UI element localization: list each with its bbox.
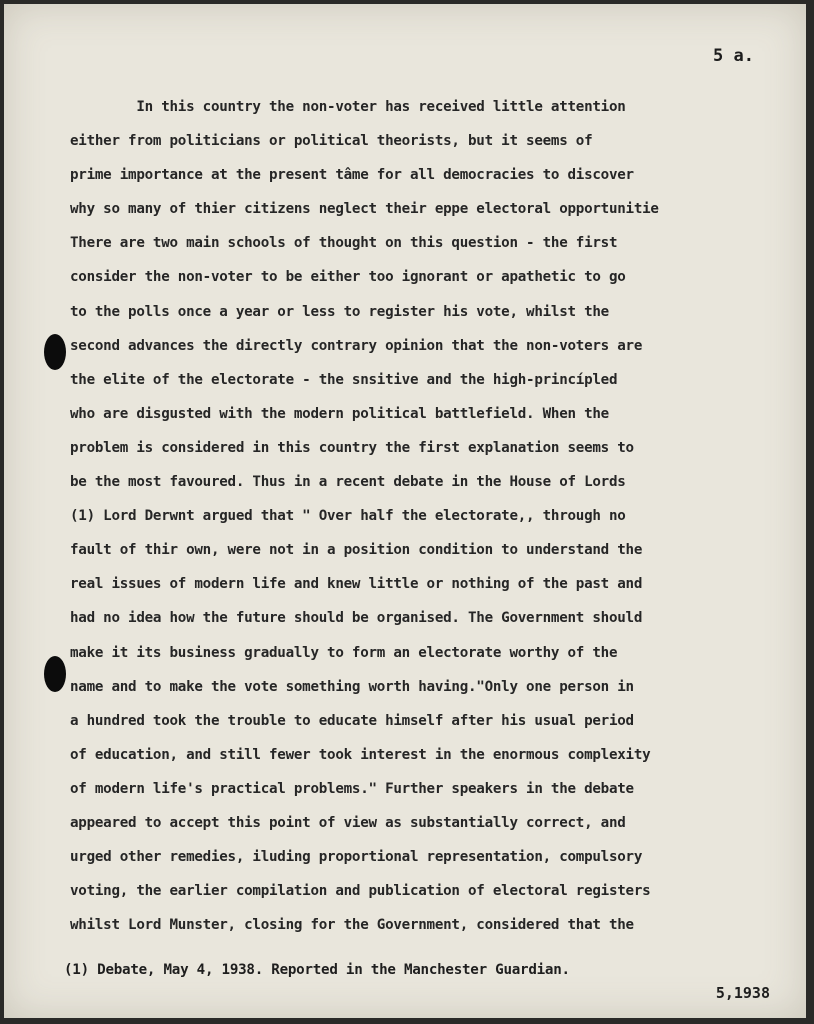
text-line: make it its business gradually to form an electorate worthy of the — [70, 644, 618, 661]
text-line: of modern life's practical problems." Further speakers in the debate — [70, 780, 634, 797]
text-line: had no idea how the future should be organised. The Government should — [70, 610, 643, 627]
text-line: problem is considered in this country the first explanation seems to — [70, 439, 634, 456]
text-line: be the most favoured. Thus in a recent debate in the House of Lords — [70, 474, 626, 491]
punch-hole — [44, 656, 66, 692]
punch-hole — [44, 334, 66, 370]
text-line: urged other remedies, iluding proportional representation, compulsory — [70, 849, 643, 866]
text-line: There are two main schools of thought on this question - the first — [70, 235, 618, 252]
text-line: consider the non-voter to be either too ignorant or apathetic to go — [70, 269, 626, 286]
footnote-reference: 5,1938 — [715, 984, 770, 1002]
text-line: voting, the earlier compilation and publication of electoral registers — [70, 883, 651, 900]
text-line: prime importance at the present tâme for all democracies to discover — [70, 167, 634, 184]
text-line: a hundred took the trouble to educate himself after his usual period — [70, 712, 634, 729]
text-line: whilst Lord Munster, closing for the Government, considered that the — [70, 917, 634, 934]
text-line: who are disgusted with the modern political battlefield. When the — [70, 405, 609, 422]
text-line: why so many of thier citizens neglect their eppe electoral opportunitie — [70, 201, 659, 218]
text-line: fault of thir own, were not in a position condition to understand the — [70, 542, 643, 559]
text-line: second advances the directly contrary opinion that the non-voters are — [70, 337, 643, 354]
text-line: real issues of modern life and knew little or nothing of the past and — [70, 576, 643, 593]
text-line: appeared to accept this point of view as substantially correct, and — [70, 814, 626, 831]
text-line: of education, and still fewer took interest in the enormous complexity — [70, 746, 651, 763]
text-line: the elite of the electorate - the snsitive and the high-princípled — [70, 371, 618, 388]
footnote: (1) Debate, May 4, 1938. Reported in the Manchester Guardian. — [64, 962, 570, 978]
document-page — [4, 4, 806, 1018]
text-line: either from politicians or political theorists, but it seems of — [70, 133, 593, 150]
text-line: name and to make the vote something worth having."Only one person in — [70, 678, 634, 695]
text-line: to the polls once a year or less to register his vote, whilst the — [70, 303, 609, 320]
body-text — [70, 90, 770, 942]
text-line: In this country the non-voter has received little attention — [70, 99, 626, 115]
page-number: 5 a. — [713, 46, 754, 66]
text-line: (1) Lord Derwnt argued that " Over half the electorate,, through no — [70, 508, 626, 525]
